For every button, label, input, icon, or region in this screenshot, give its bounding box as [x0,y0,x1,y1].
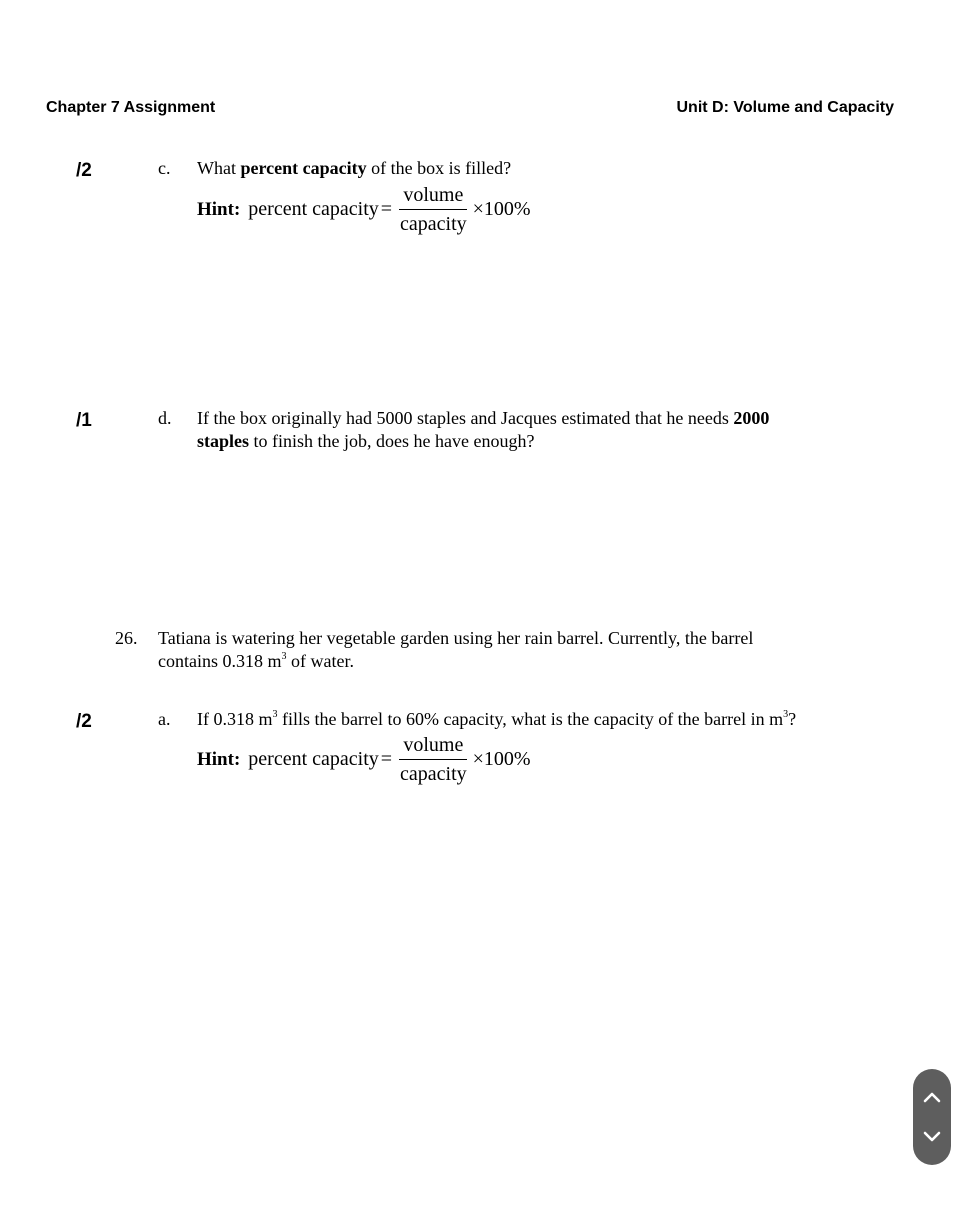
question-26-line1: Tatiana is watering her vegetable garden using her rain barrel. Currently, the barrel [158,628,754,648]
numerator: volume [399,733,467,760]
next-page-button[interactable] [913,1118,951,1156]
hint-label: Hint: [197,198,241,220]
question-26a-text: If 0.318 $m^3$ fills the barrel to 60% capacity, what is the capacity of the barrel in $m^3$? [197,709,797,729]
hint-label: Hint: [197,748,241,770]
hint-lhs: percent capacity [248,748,379,770]
chevron-down-icon [923,1131,941,1143]
letter-25d: d. [158,408,172,428]
question-25d-line1: If the box originally had 5000 staples and Jacques estimated that he needs 2000 [197,408,770,428]
fraction [396,733,471,786]
question-26-line2: contains 0.318 $m^3$ of water. [158,651,354,671]
page-navigation-control [913,1069,951,1165]
denominator: capacity [400,213,467,235]
question-25d-line2: staples to finish the job, does he have enough? [197,431,535,451]
question-26-number: 26. [115,628,138,648]
equals-sign: = [380,198,393,220]
question-25d-text [197,407,769,453]
marks-26a: /2 [76,711,92,732]
header-chapter-title: Chapter 7 Assignment [46,99,216,116]
hint-26a [197,733,531,786]
question-25c-text: What percent capacity of the box is filled? [197,158,512,178]
marks-25c: /2 [76,160,92,181]
header-unit-title: Unit D: Volume and Capacity [676,99,894,116]
numerator: volume [399,183,467,210]
letter-25c: c. [158,158,171,178]
marks-25d: /1 [76,410,92,431]
chevron-up-icon [923,1091,941,1103]
multiplier: ×100% [472,748,531,770]
hint-lhs: percent capacity [248,198,379,220]
equals-sign: = [380,748,393,770]
previous-page-button[interactable] [913,1078,951,1116]
multiplier: ×100% [472,198,531,220]
denominator: capacity [400,763,467,785]
fraction [396,183,471,236]
letter-26a: a. [158,709,171,729]
hint-25c [197,183,531,236]
question-26-text [158,627,753,673]
